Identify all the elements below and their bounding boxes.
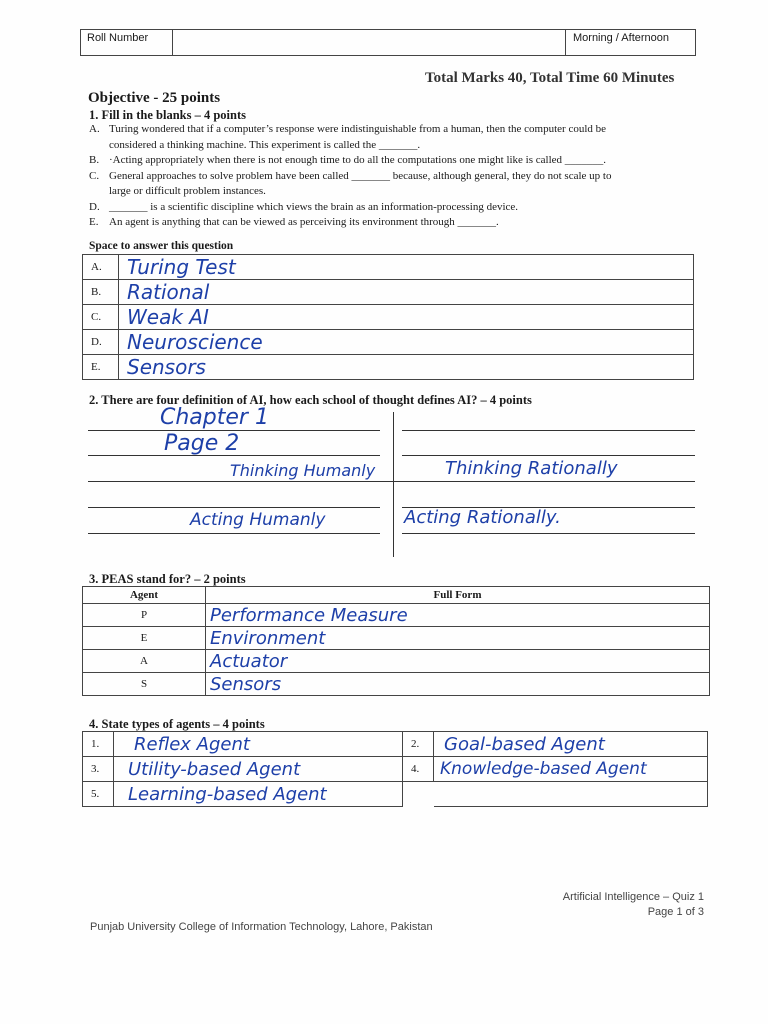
q1-title: 1. Fill in the blanks – 4 points (89, 108, 246, 122)
answer-value: Weak AI (119, 305, 694, 330)
agent-num: 2. (403, 732, 434, 757)
agent-num: 4. (403, 757, 434, 782)
session-label: Morning / Afternoon (573, 32, 670, 44)
roll-number-label: Roll Number (81, 30, 173, 55)
column-divider (393, 412, 394, 557)
hw-page: Page 2 (164, 431, 240, 456)
empty-cell (403, 782, 434, 807)
answer-letter: D. (83, 330, 119, 355)
peas-full: Performance Measure (206, 604, 710, 627)
answer-value: Rational (119, 280, 694, 305)
q3-title: 3. PEAS stand for? – 2 points (89, 572, 246, 586)
peas-agent: S (83, 673, 206, 696)
agent-types-table (82, 731, 708, 807)
peas-full: Environment (206, 627, 710, 650)
answer-letter: E. (83, 355, 119, 380)
peas-row (83, 604, 710, 627)
agent-value: Utility-based Agent (114, 757, 403, 782)
peas-header-row (83, 587, 710, 604)
hw-chapter: Chapter 1 (160, 405, 269, 430)
answer-value: Neuroscience (119, 330, 694, 355)
answer-row-c (83, 305, 694, 330)
answer-line (402, 533, 695, 534)
q4-title: 4. State types of agents – 4 points (89, 717, 265, 731)
q1-item-c-cont: large or difficult problem instances. (109, 185, 266, 197)
answer-letter: C. (83, 305, 119, 330)
q1-answer-table (82, 254, 694, 380)
peas-row (83, 650, 710, 673)
peas-agent: A (83, 650, 206, 673)
q1-items (89, 122, 611, 231)
hw-acting-humanly: Acting Humanly (190, 510, 326, 530)
q1-item-a: A. Turing wondered that if a computer’s response were indistinguishable from a human, then the computer could be (89, 123, 607, 135)
agent-value: Learning-based Agent (114, 782, 403, 807)
col-fullform-header: Full Form (206, 587, 710, 604)
agent-value: Reflex Agent (114, 732, 403, 757)
total-marks: Total Marks 40, Total Time 60 Minutes (425, 70, 675, 86)
agent-value: Knowledge-based Agent (434, 757, 708, 782)
answer-letter: A. (83, 255, 119, 280)
hw-thinking-humanly: Thinking Humanly (230, 461, 376, 480)
footer-page: Page 1 of 3 (647, 906, 704, 918)
agent-num: 3. (83, 757, 114, 782)
peas-table (82, 586, 710, 696)
peas-agent: E (83, 627, 206, 650)
peas-full: Actuator (206, 650, 710, 673)
section-title: Objective - 25 points (88, 90, 221, 106)
answer-line (88, 533, 380, 534)
agent-types-row (83, 732, 708, 757)
peas-row (83, 673, 710, 696)
answer-row-a (83, 255, 694, 280)
empty-cell (434, 782, 708, 807)
footer-institution: Punjab University College of Information Technology, Lahore, Pakistan (90, 921, 433, 933)
hw-thinking-rationally: Thinking Rationally (445, 458, 618, 479)
answer-row-d (83, 330, 694, 355)
answer-space-label: Space to answer this question (89, 240, 234, 252)
agent-types-row (83, 757, 708, 782)
q2-title: 2. There are four definition of AI, how each school of thought defines AI? – 4 points (89, 393, 532, 407)
answer-row-b (83, 280, 694, 305)
q1-item-e: E. An agent is anything that can be viewed as perceiving its environment through _______. (89, 216, 499, 228)
answer-line (402, 455, 695, 456)
agent-num: 1. (83, 732, 114, 757)
footer-course: Artificial Intelligence – Quiz 1 (562, 891, 704, 903)
peas-full: Sensors (206, 673, 710, 696)
answer-letter: B. (83, 280, 119, 305)
q1-item-d: D. _______ is a scientific discipline which views the brain as an information-processing device. (89, 200, 519, 213)
roll-number-field (173, 30, 566, 55)
agent-types-row (83, 782, 708, 807)
answer-line (88, 507, 380, 508)
q1-item-c: C. General approaches to solve problem have been called _______ because, although general, they do not scale up to (89, 169, 612, 182)
col-agent-header: Agent (83, 587, 206, 604)
answer-line (88, 481, 695, 482)
peas-agent: P (83, 604, 206, 627)
peas-row (83, 627, 710, 650)
answer-value: Turing Test (119, 255, 694, 280)
student-header (80, 29, 696, 56)
agent-num: 5. (83, 782, 114, 807)
hw-acting-rationally: Acting Rationally. (404, 507, 561, 528)
answer-line (402, 430, 695, 431)
q1-item-a-cont: considered a thinking machine. This experiment is called the _______. (109, 138, 421, 151)
agent-value: Goal-based Agent (434, 732, 708, 757)
answer-row-e (83, 355, 694, 380)
answer-value: Sensors (119, 355, 694, 380)
q1-item-b: B. ·Acting appropriately when there is not enough time to do all the computations one might like is called _______. (89, 154, 607, 166)
